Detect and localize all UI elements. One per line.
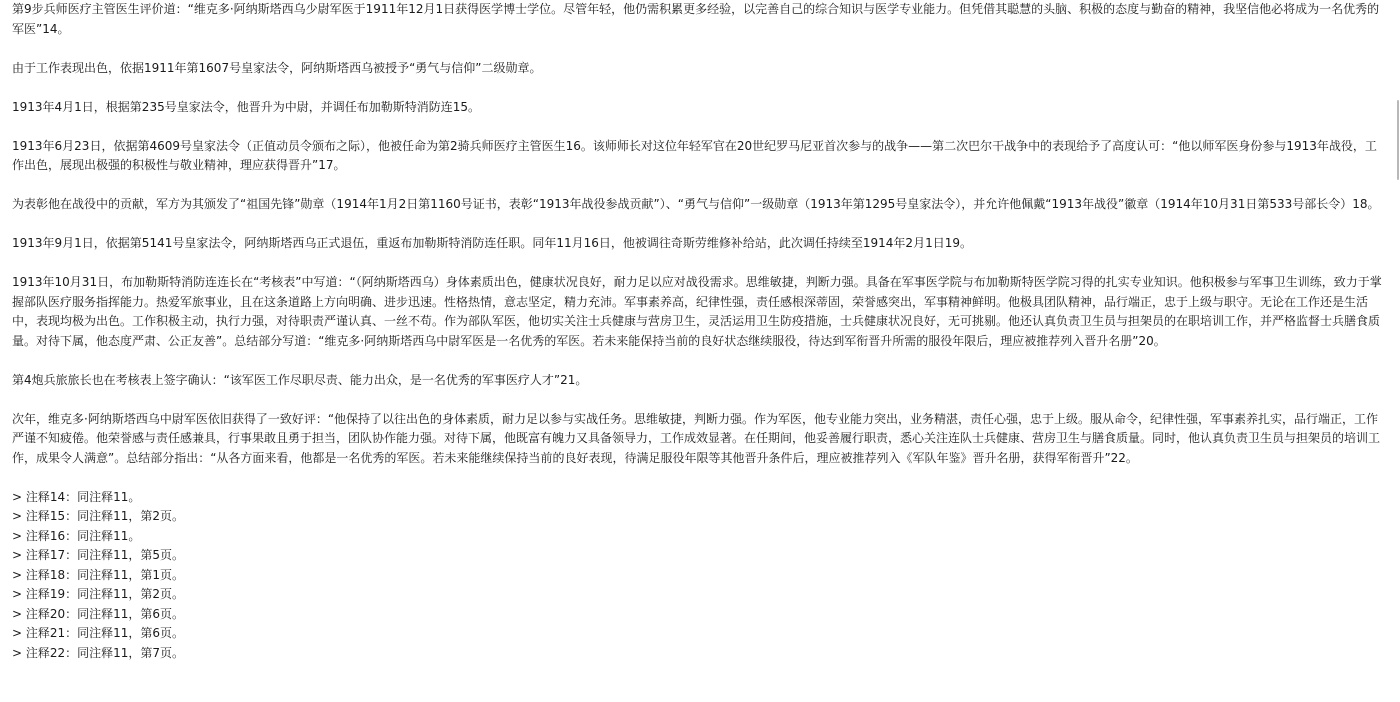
paragraph-5: 为表彰他在战役中的贡献，军方为其颁发了“祖国先锋”勋章（1914年1月2日第1160号证书，表彰“1913年战役参战贡献”）、“勇气与信仰”一级勋章（1913年第1295号皇家法令），并允许他佩戴“1913年战役”徽章（1914年10月31日第533号部长令）18。 <box>12 197 1380 211</box>
footnotes-list <box>12 488 1388 664</box>
footnote-20: > 注释20：同注释11，第6页。 <box>12 606 185 621</box>
document-body <box>12 0 1388 702</box>
paragraph-7: 1913年10月31日，布加勒斯特消防连连长在“考核表”中写道：“（阿纳斯塔西乌）身体素质出色，健康状况良好，耐力足以应对战役需求。思维敏捷，判断力强。具备在军事医学院与布加勒斯特医学院习得的扎实专业知识。他积极参与军事卫生训练，致力于掌握部队医疗服务指挥能力。热爱军旅事业，且在这条道路上方向明确、进步迅速。性格热情，意志坚定，精力充沛。军事素养高，纪律性强，责任感根深蒂固，荣誉感突出，军事精神鲜明。他极具团队精神，品行端正，忠于上级与职守。无论在工作还是生活中，表现均极为出色。工作积极主动，执行力强，对待职责严谨认真、一丝不苟。作为部队军医，他切实关注士兵健康与营房卫生，灵活运用卫生防疫措施，士兵健康状况良好，无可挑剔。他还认真负责卫生员与担架员的在职培训工作，并严格监督士兵膳食质量。对待下属，他态度严肃、公正友善”。总结部分写道：“维克多·阿纳斯塔西乌中尉军医是一名优秀的军医。若未来能保持当前的良好状态继续服役，待达到军衔晋升所需的服役年限后，理应被推荐列入晋升名册”20。 <box>12 275 1382 348</box>
paragraph-4: 1913年6月23日，依据第4609号皇家法令（正值动员令颁布之际），他被任命为第2骑兵师医疗主管医生16。该师师长对这位年轻军官在20世纪罗马尼亚首次参与的战争——第二次巴尔干战争中的表现给予了高度认可：“他以师军医身份参与1913年战役，工作出色，展现出极强的积极性与敬业精神，理应获得晋升”17。 <box>12 138 1377 172</box>
paragraph-3: 1913年4月1日，根据第235号皇家法令，他晋升为中尉，并调任布加勒斯特消防连15。 <box>12 99 480 114</box>
paragraph-6: 1913年9月1日，依据第5141号皇家法令，阿纳斯塔西乌正式退伍，重返布加勒斯特消防连任职。同年11月16日，他被调往奇斯劳维修补给站，此次调任持续至1914年2月1日19。 <box>12 236 972 250</box>
footnote-19: > 注释19：同注释11，第2页。 <box>12 587 185 601</box>
footnote-17: > 注释17：同注释11，第5页。 <box>12 548 185 562</box>
paragraph-1: 第9步兵师医疗主管医生评价道：“维克多·阿纳斯塔西乌少尉军医于1911年12月1日获得医学博士学位。尽管年轻，他仍需积累更多经验，以完善自己的综合知识与医学专业能力。但凭借其聪慧的头脑、积极的态度与勤奋的精神，我坚信他必将成为一名优秀的军医”14。 <box>12 2 1380 36</box>
scrollbar-thumb[interactable] <box>1397 100 1399 180</box>
vertical-scrollbar[interactable] <box>1396 0 1400 702</box>
paragraph-8: 第4炮兵旅旅长也在考核表上签字确认：“该军医工作尽职尽责、能力出众，是一名优秀的军事医疗人才”21。 <box>12 372 588 387</box>
footnote-14: > 注释14：同注释11。 <box>12 489 141 504</box>
footnote-21: > 注释21：同注释11，第6页。 <box>12 626 185 640</box>
footnote-16: > 注释16：同注释11。 <box>12 528 141 543</box>
paragraph-9: 次年，维克多·阿纳斯塔西乌中尉军医依旧获得了一致好评：“他保持了以往出色的身体素质，耐力足以参与实战任务。思维敏捷，判断力强。作为军医，他专业能力突出，业务精湛，责任心强，忠于上级。服从命令，纪律性强，军事素养扎实，品行端正，工作严谨不知疲倦。他荣誉感与责任感兼具，行事果敢且勇于担当，团队协作能力强。对待下属，他既富有魄力又具备领导力，工作成效显著。在任期间，他妥善履行职责，悉心关注连队士兵健康、营房卫生与膳食质量。同时，他认真负责卫生员与担架员的培训工作，成果令人满意”。总结部分指出：“从各方面来看，他都是一名优秀的军医。若未来能继续保持当前的良好表现，待满足服役年限等其他晋升条件后，理应被推荐列入《军队年鉴》晋升名册，获得军衔晋升”22。 <box>12 411 1381 465</box>
footnote-22: > 注释22：同注释11，第7页。 <box>12 645 185 660</box>
footnote-18: > 注释18：同注释11，第1页。 <box>12 567 185 582</box>
footnote-15: > 注释15：同注释11，第2页。 <box>12 509 185 523</box>
paragraph-2: 由于工作表现出色，依据1911年第1607号皇家法令，阿纳斯塔西乌被授予“勇气与信仰”二级勋章。 <box>12 60 542 75</box>
